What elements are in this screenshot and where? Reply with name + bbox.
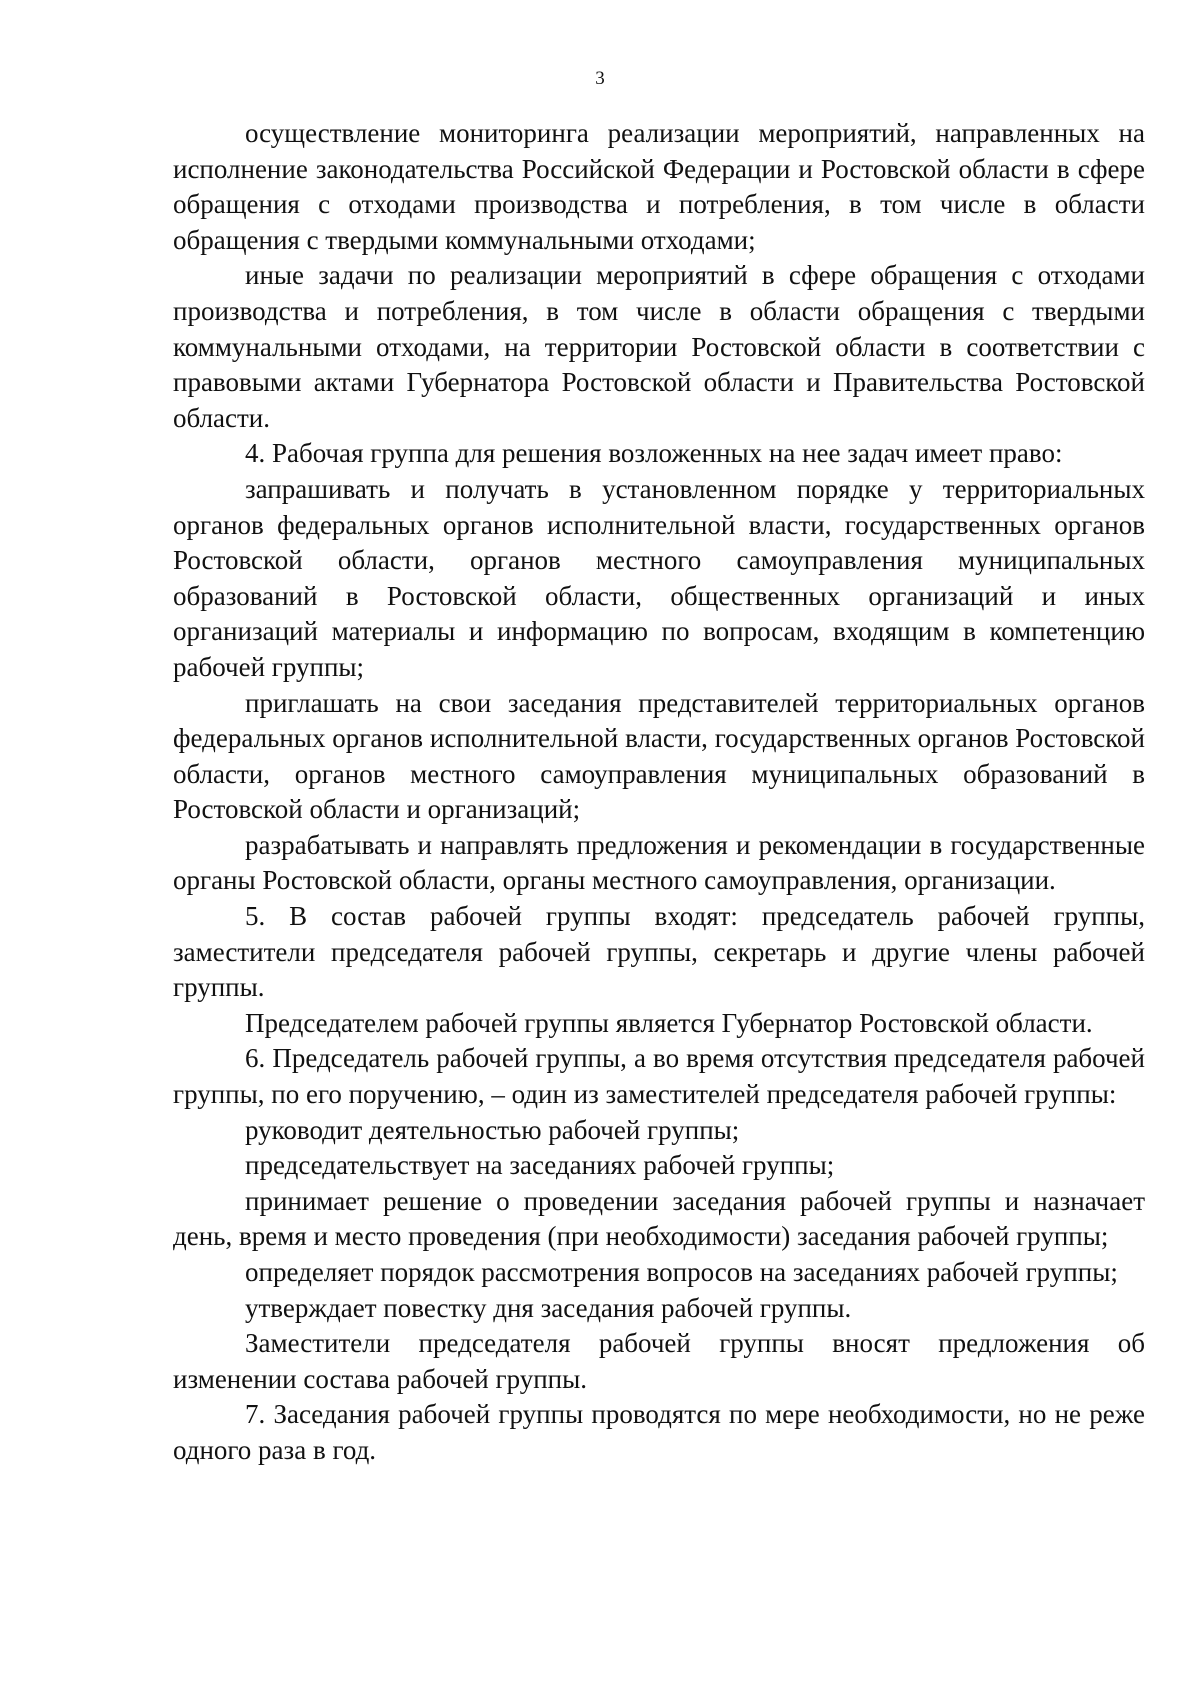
paragraph-invite-representatives: приглашать на свои заседания представителей территориальных органов федеральных органов исполнительной власти, государственных органов Ростовской области, органов местного самоуправления муниципальных образований в Ростовской области и организаций; xyxy=(173,687,1145,825)
paragraph-chairman: Председателем рабочей группы является Губернатор Ростовской области. xyxy=(245,1007,1093,1038)
paragraph-monitoring: осуществление мониторинга реализации мероприятий, направленных на исполнение законодательства Российской Федерации и Ростовской области в сфере обращения с отходами производства и потребления, в том числе в области обращения с твердыми коммунальными отходами; xyxy=(173,118,1145,255)
paragraph-section-5: 5. В состав рабочей группы входят: председатель рабочей группы, заместители председателя рабочей группы, секретарь и другие члены рабочей группы. xyxy=(173,901,1145,1003)
paragraph-approves-agenda: утверждает повестку дня заседания рабочей группы. xyxy=(245,1292,852,1323)
paragraph-decides-meeting: принимает решение о проведении заседания рабочей группы и назначает день, время и место проведения (при необходимости) заседания рабочей группы; xyxy=(173,1185,1145,1252)
document-body xyxy=(173,116,1145,1469)
page-number: 3 xyxy=(595,68,605,89)
paragraph-manages: руководит деятельностью рабочей группы; xyxy=(245,1114,740,1145)
paragraph-section-7: 7. Заседания рабочей группы проводятся по мере необходимости, но не реже одного раза в год. xyxy=(173,1399,1145,1465)
paragraph-section-6: 6. Председатель рабочей группы, а во время отсутствия председателя рабочей группы, по его поручению, – один из заместителей председателя рабочей группы: xyxy=(173,1043,1145,1110)
paragraph-request-info: запрашивать и получать в установленном порядке у территориальных органов федеральных органов исполнительной власти, государственных органов Ростовской области, органов местного самоуправления муниципальных образований в Ростовской области, общественных организаций и иных организаций материалы и информацию по вопросам, входящим в компетенцию рабочей группы; xyxy=(173,473,1145,682)
paragraph-presides: председательствует на заседаниях рабочей группы; xyxy=(245,1150,835,1181)
paragraph-section-4: 4. Рабочая группа для решения возложенных на нее задач имеет право: xyxy=(245,438,1063,469)
paragraph-deputies: Заместители председателя рабочей группы вносят предложения об изменении состава рабочей группы. xyxy=(173,1328,1145,1394)
paragraph-defines-order: определяет порядок рассмотрения вопросов на заседаниях рабочей группы; xyxy=(245,1257,1118,1287)
paragraph-other-tasks: иные задачи по реализации мероприятий в сфере обращения с отходами производства и потребления, в том числе в области обращения с твердыми коммунальными отходами, на территории Ростовской области в соответствии с правовыми актами Губернатора Ростовской области и Правительства Ростовской области. xyxy=(173,260,1145,433)
paragraph-develop-proposals: разрабатывать и направлять предложения и рекомендации в государственные органы Ростовской области, органы местного самоуправления, организации. xyxy=(173,829,1145,896)
